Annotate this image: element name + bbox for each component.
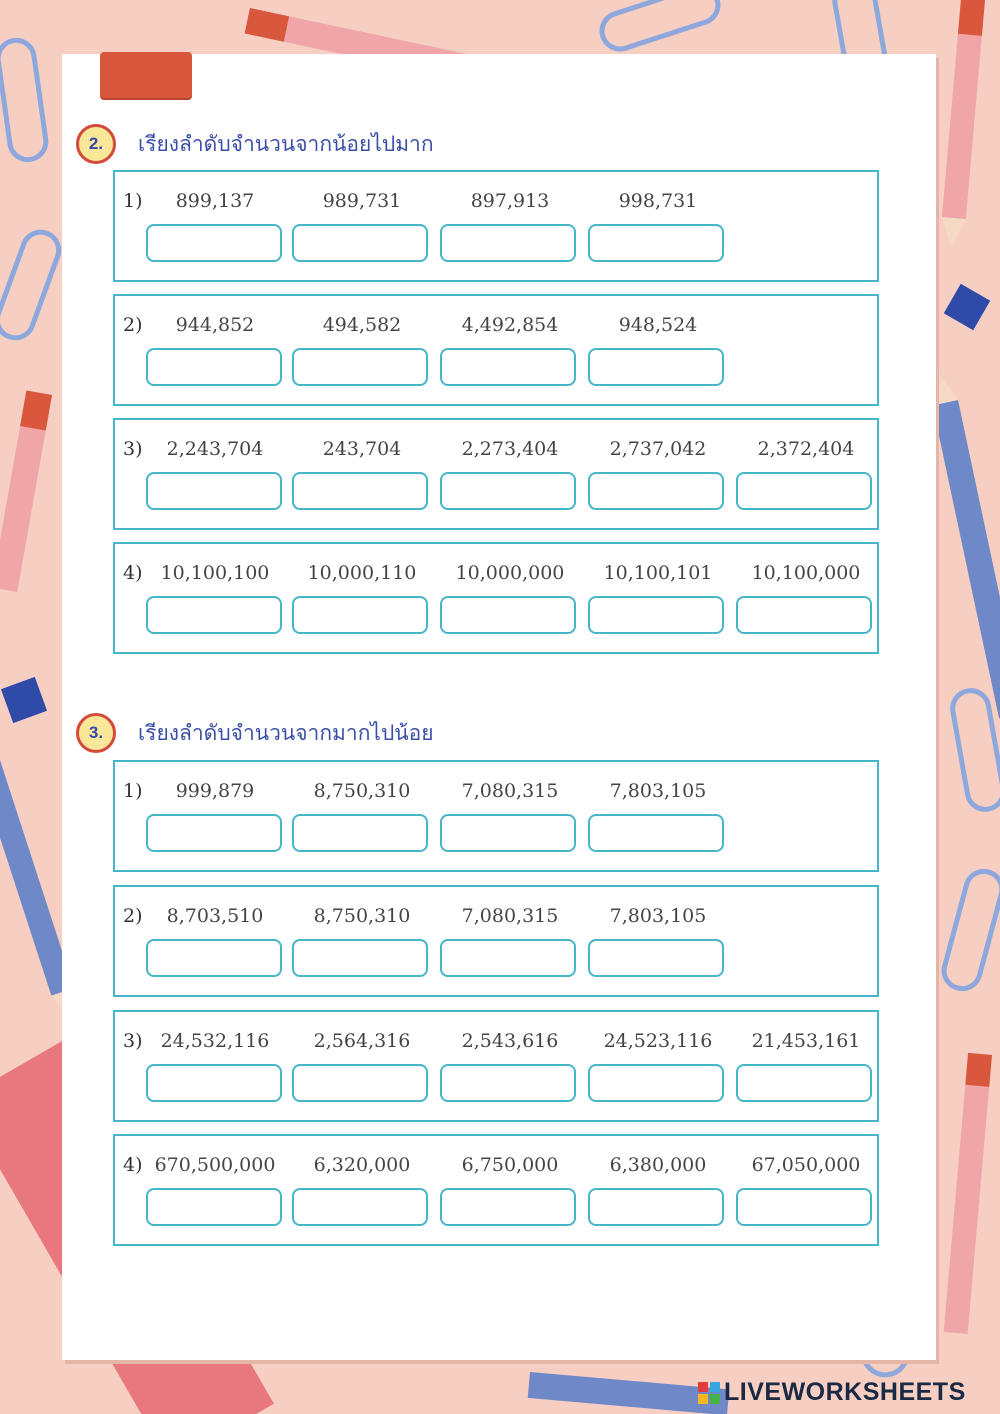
number-value: 10,100,101 [603,562,713,584]
number-value: 7,080,315 [461,780,559,802]
section-title: เรียงลำดับจำนวนจากมากไปน้อย [138,720,434,745]
number-value: 999,879 [175,780,255,802]
number-value: 2,273,404 [461,438,559,460]
question-box [113,1010,879,1122]
answer-input[interactable] [146,596,282,634]
number-value: 899,137 [175,190,255,212]
answer-input[interactable] [440,1188,576,1226]
answer-input[interactable] [146,939,282,977]
number-value: 10,100,000 [751,562,861,584]
paper-clip-icon [597,0,722,54]
question-box [113,418,879,530]
binder-clip-icon [100,52,192,98]
number-value: 24,523,116 [603,1030,713,1052]
number-value: 2,737,042 [609,438,707,460]
number-value: 243,704 [322,438,402,460]
answer-input[interactable] [146,472,282,510]
number-value: 944,852 [175,314,255,336]
answer-input[interactable] [588,224,724,262]
answer-input[interactable] [588,1064,724,1102]
answer-input[interactable] [292,1064,428,1102]
question-box [113,294,879,406]
question-box [113,760,879,872]
question-label: 1) [123,190,143,212]
answer-input[interactable] [588,348,724,386]
number-value: 2,543,616 [461,1030,559,1052]
number-value: 10,000,000 [455,562,565,584]
answer-input[interactable] [588,939,724,977]
section-header [76,124,434,164]
answer-input[interactable] [146,1064,282,1102]
answer-input[interactable] [146,224,282,262]
number-value: 989,731 [322,190,402,212]
number-value: 4,492,854 [461,314,559,336]
section-number-badge: 2. [76,124,116,164]
answer-input[interactable] [440,939,576,977]
number-value: 24,532,116 [160,1030,270,1052]
answer-input[interactable] [292,472,428,510]
answer-input[interactable] [146,348,282,386]
number-value: 2,564,316 [313,1030,411,1052]
number-value: 6,320,000 [313,1154,411,1176]
number-value: 6,380,000 [609,1154,707,1176]
answer-input[interactable] [440,224,576,262]
number-value: 67,050,000 [751,1154,861,1176]
binder-clip-icon [944,284,990,330]
answer-input[interactable] [292,1188,428,1226]
answer-input[interactable] [736,596,872,634]
question-box [113,1134,879,1246]
answer-input[interactable] [292,596,428,634]
pencil-decoration-icon [944,1053,992,1334]
number-value: 2,243,704 [166,438,264,460]
number-value: 7,080,315 [461,905,559,927]
question-label: 2) [123,314,143,336]
answer-input[interactable] [146,1188,282,1226]
answer-input[interactable] [440,348,576,386]
question-label: 4) [123,1154,143,1176]
question-label: 3) [123,438,143,460]
number-value: 948,524 [618,314,698,336]
paper-clip-icon [0,227,64,343]
logo-mark-icon [698,1382,720,1404]
pencil-decoration-icon [0,390,52,591]
answer-input[interactable] [440,814,576,852]
question-box [113,885,879,997]
pencil-decoration-icon [939,0,985,249]
question-box [113,542,879,654]
pencil-decoration-icon [926,371,1000,719]
question-box [113,170,879,282]
answer-input[interactable] [292,224,428,262]
question-label: 4) [123,562,143,584]
number-value: 8,750,310 [313,780,411,802]
answer-input[interactable] [736,1188,872,1226]
number-value: 2,372,404 [757,438,855,460]
answer-input[interactable] [292,939,428,977]
number-value: 7,803,105 [609,780,707,802]
number-value: 670,500,000 [154,1154,276,1176]
question-label: 1) [123,780,143,802]
paper-clip-icon [940,867,1000,992]
answer-input[interactable] [440,1064,576,1102]
number-value: 6,750,000 [461,1154,559,1176]
liveworksheets-logo[interactable] [698,1378,966,1407]
number-value: 494,582 [322,314,402,336]
binder-clip-icon [1,677,47,723]
answer-input[interactable] [736,1064,872,1102]
answer-input[interactable] [292,814,428,852]
answer-input[interactable] [440,472,576,510]
number-value: 10,100,100 [160,562,270,584]
number-value: 21,453,161 [751,1030,861,1052]
answer-input[interactable] [146,814,282,852]
number-value: 7,803,105 [609,905,707,927]
number-value: 8,750,310 [313,905,411,927]
paper-clip-icon [0,38,48,162]
answer-input[interactable] [588,596,724,634]
answer-input[interactable] [736,472,872,510]
question-label: 2) [123,905,143,927]
paper-clip-icon [950,688,1000,812]
answer-input[interactable] [292,348,428,386]
answer-input[interactable] [440,596,576,634]
question-label: 3) [123,1030,143,1052]
answer-input[interactable] [588,1188,724,1226]
section-number-badge: 3. [76,713,116,753]
logo-text: LIVEWORKSHEETS [724,1378,966,1406]
section-title: เรียงลำดับจำนวนจากน้อยไปมาก [138,131,434,156]
answer-input[interactable] [588,472,724,510]
number-value: 998,731 [618,190,698,212]
number-value: 10,000,110 [307,562,417,584]
section-header [76,713,434,753]
answer-input[interactable] [588,814,724,852]
number-value: 897,913 [470,190,550,212]
number-value: 8,703,510 [166,905,264,927]
